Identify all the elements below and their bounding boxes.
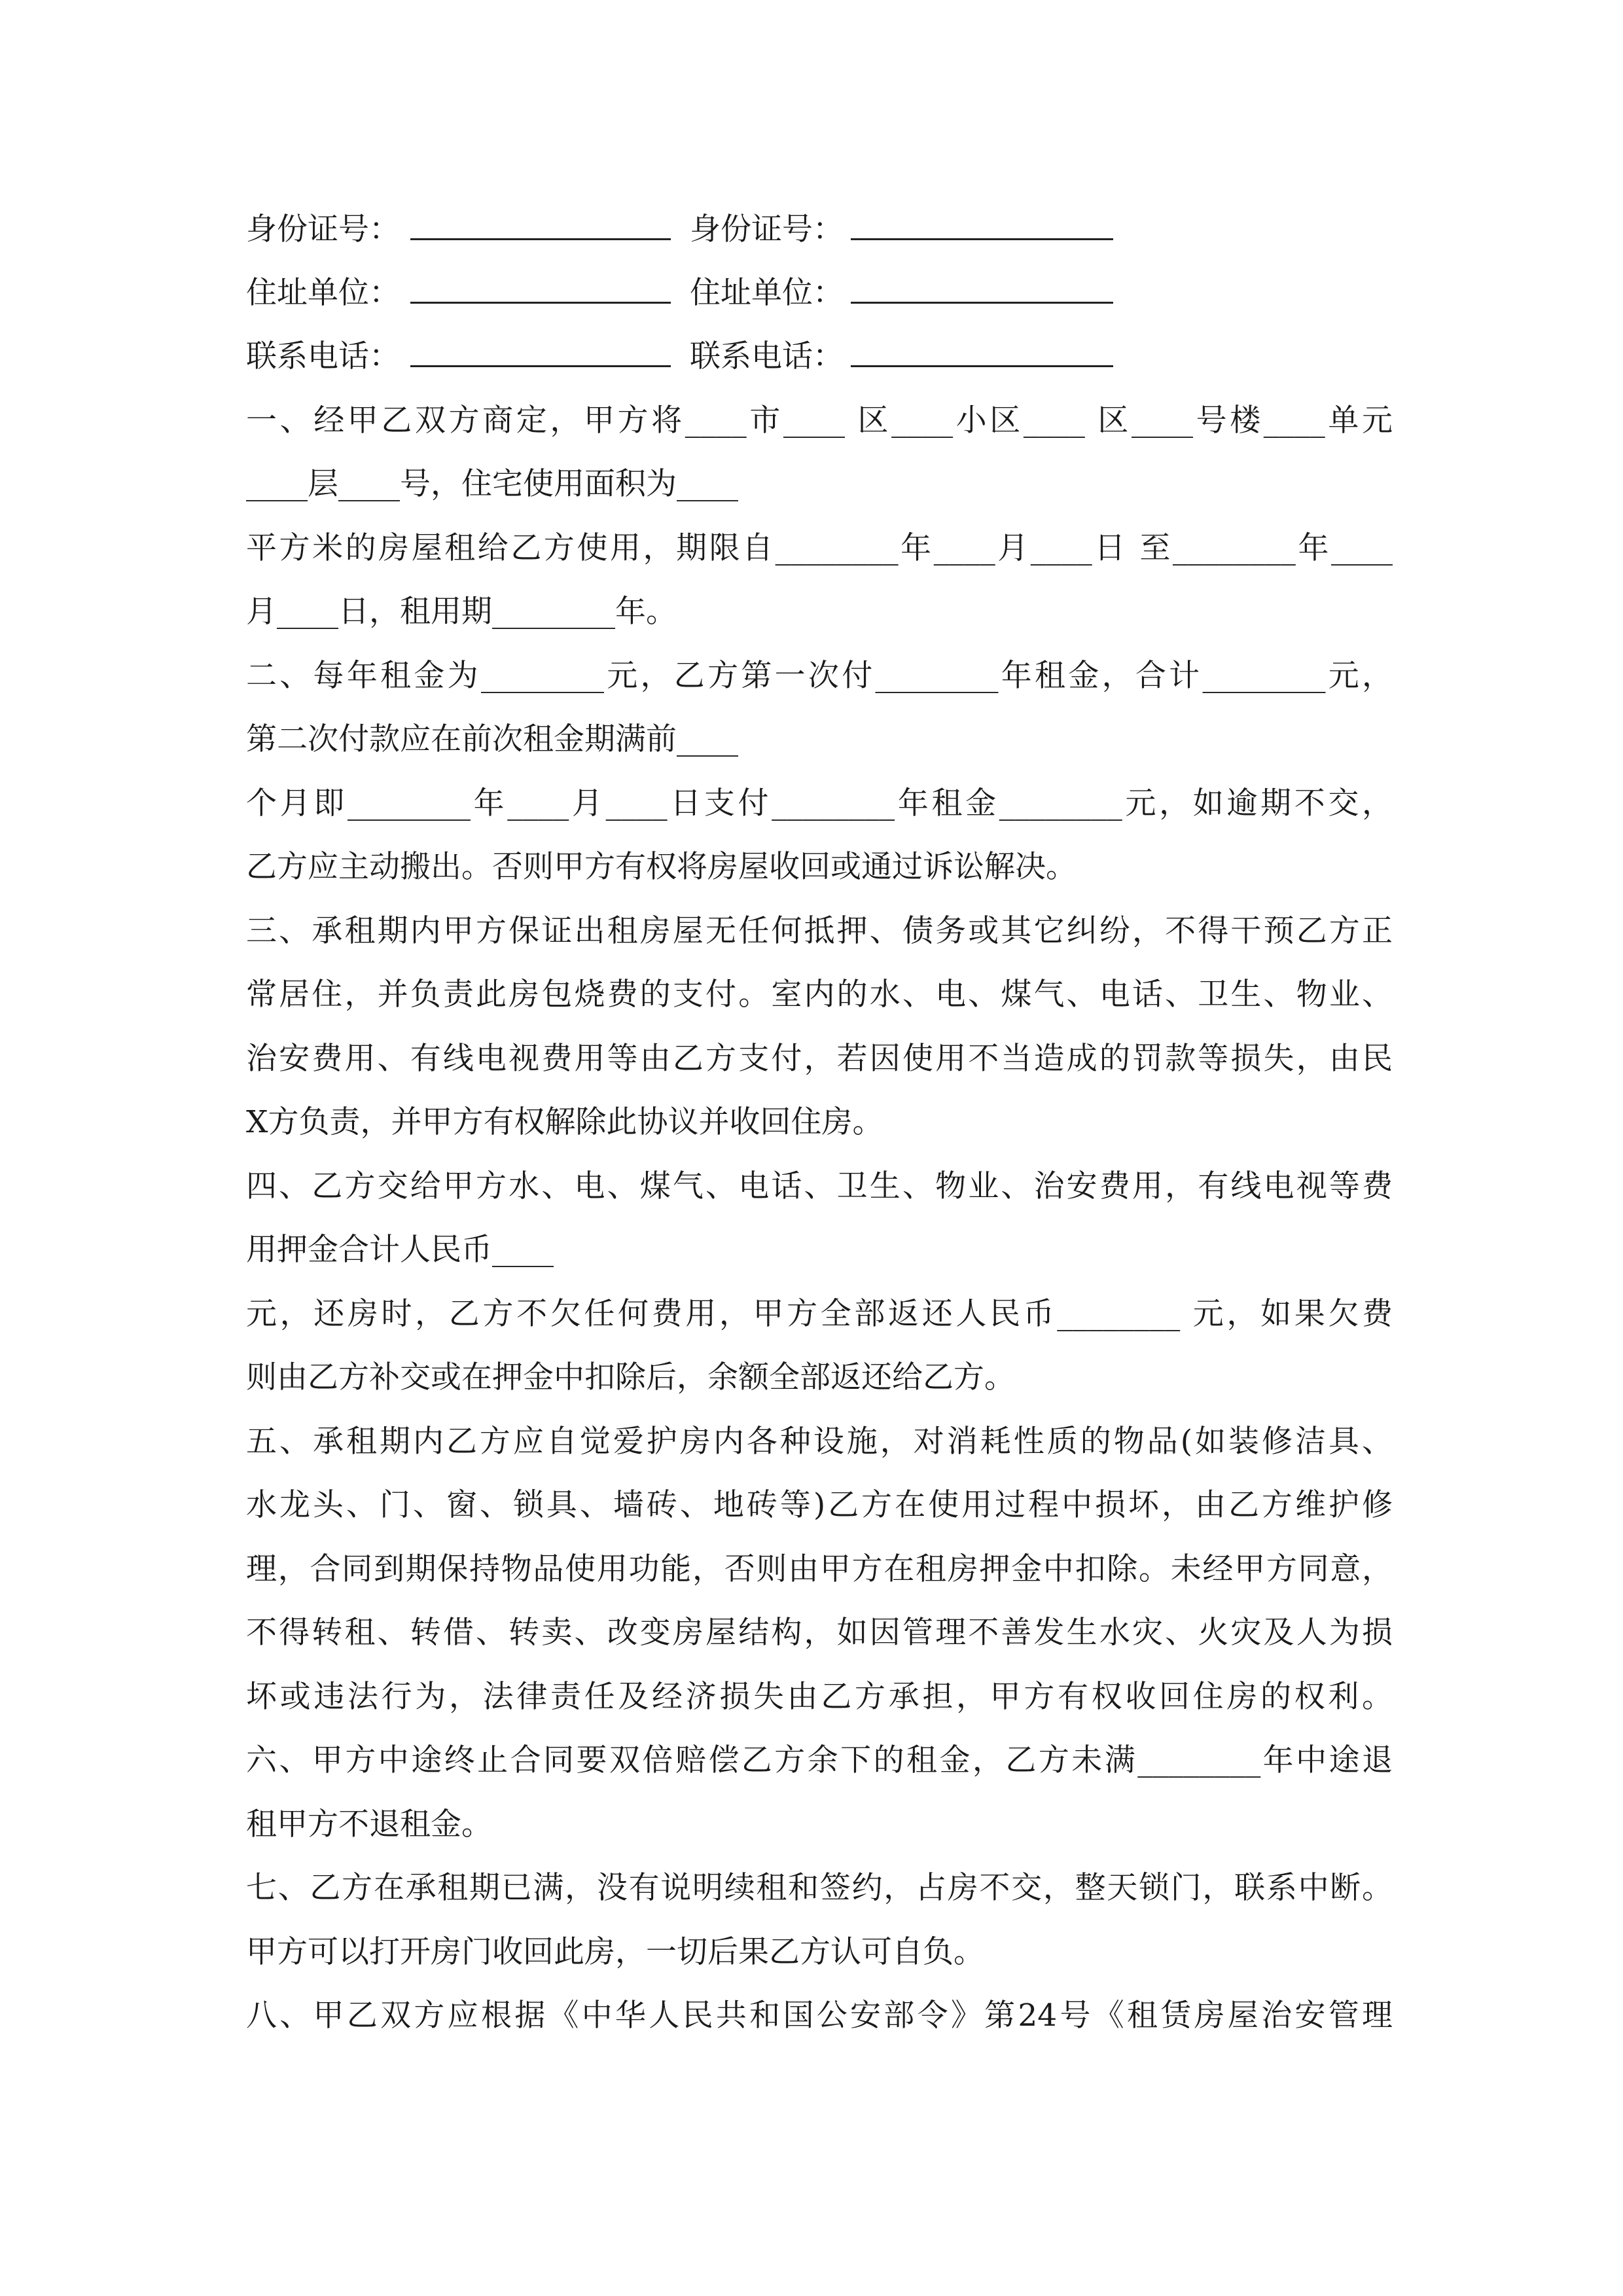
clause-5-line: 理，合同到期保持物品使用功能，否则由甲方在租房押金中扣除。未经甲方同意， (246, 1551, 1393, 1587)
party-b-id-label: 身份证号： (690, 211, 844, 247)
phone-row (246, 325, 1393, 389)
clause-2-line: 第二次付款应在前次租金期满前____ (246, 721, 738, 757)
clause-2-line: 乙方应主动搬出。否则甲方有权将房屋收回或通过诉讼解决。 (246, 849, 1077, 885)
party-b-address-label: 住址单位： (690, 275, 844, 311)
party-a-id-label: 身份证号： (246, 211, 400, 247)
party-b-id-blank (851, 198, 1113, 240)
clause-5-line: 水龙头、门、窗、锁具、墙砖、地砖等)乙方在使用过程中损坏，由乙方维护修 (246, 1487, 1393, 1523)
clause-5-line: 坏或违法行为，法律责任及经济损失由乙方承担，甲方有权收回住房的权利。 (246, 1679, 1393, 1715)
clause-4-line: 则由乙方补交或在押金中扣除后，余额全部返还给乙方。 (246, 1359, 1015, 1395)
id-number-row (246, 198, 1393, 262)
clause-2-line: 二、每年租金为________元，乙方第一次付________年租金，合计________元， (246, 658, 1393, 694)
clause-3-line: 常居住，并负责此房包烧费的支付。室内的水、电、煤气、电话、卫生、物业、 (246, 977, 1393, 1013)
clause-8-line: 八、甲乙双方应根据《中华人民共和国公安部令》第24号《租赁房屋治安管理 (246, 1998, 1393, 2034)
clause-7-line: 甲方可以打开房门收回此房，一切后果乙方认可自负。 (246, 1934, 984, 1970)
clause-4-line: 元，还房时，乙方不欠任何费用，甲方全部返还人民币________ 元，如果欠费 (246, 1296, 1393, 1332)
party-a-address-label: 住址单位： (246, 275, 400, 311)
clause-6-line: 租甲方不退租金。 (246, 1806, 492, 1842)
clause-5-line: 不得转租、转借、转卖、改变房屋结构，如因管理不善发生水灾、火灾及人为损 (246, 1615, 1393, 1651)
clause-4-line: 四、乙方交给甲方水、电、煤气、电话、卫生、物业、治安费用，有线电视等费 (246, 1168, 1393, 1204)
clause-1-line: 月____日，租用期________年。 (246, 594, 677, 630)
party-b-phone-label: 联系电话： (690, 338, 844, 374)
party-b-address-blank (851, 261, 1113, 304)
party-a-phone-blank (410, 325, 671, 367)
clause-1-line: 平方米的房屋租给乙方使用，期限自________年____月____日 至________年____ (246, 530, 1393, 566)
party-a-phone-label: 联系电话： (246, 338, 400, 374)
party-b-phone-blank (851, 325, 1113, 367)
party-a-address-blank (410, 261, 671, 304)
party-a-id-blank (410, 198, 671, 240)
clause-4-line: 用押金合计人民币____ (246, 1232, 554, 1268)
clause-1-line: 一、经甲乙双方商定，甲方将____市____ 区____小区____ 区____号楼____单元 (246, 403, 1393, 439)
clause-1-line: ____层____号，住宅使用面积为____ (246, 466, 738, 502)
clause-3-line: X方负责，并甲方有权解除此协议并收回住房。 (246, 1104, 883, 1140)
clause-3-line: 治安费用、有线电视费用等由乙方支付，若因使用不当造成的罚款等损失，由民 (246, 1041, 1393, 1077)
address-row (246, 261, 1393, 325)
clause-5-line: 五、承租期内乙方应自觉爱护房内各种设施，对消耗性质的物品(如装修洁具、 (246, 1424, 1393, 1460)
clause-7-line: 七、乙方在承租期已满，没有说明续租和签约，占房不交，整天锁门，联系中断。 (246, 1870, 1393, 1906)
clause-6-line: 六、甲方中途终止合同要双倍赔偿乙方余下的租金，乙方未满________年中途退 (246, 1742, 1393, 1778)
clause-3-line: 三、承租期内甲方保证出租房屋无任何抵押、债务或其它纠纷，不得干预乙方正 (246, 913, 1393, 949)
clause-2-line: 个月即________年____月____日支付________年租金________元，如逾期不交， (246, 785, 1393, 821)
